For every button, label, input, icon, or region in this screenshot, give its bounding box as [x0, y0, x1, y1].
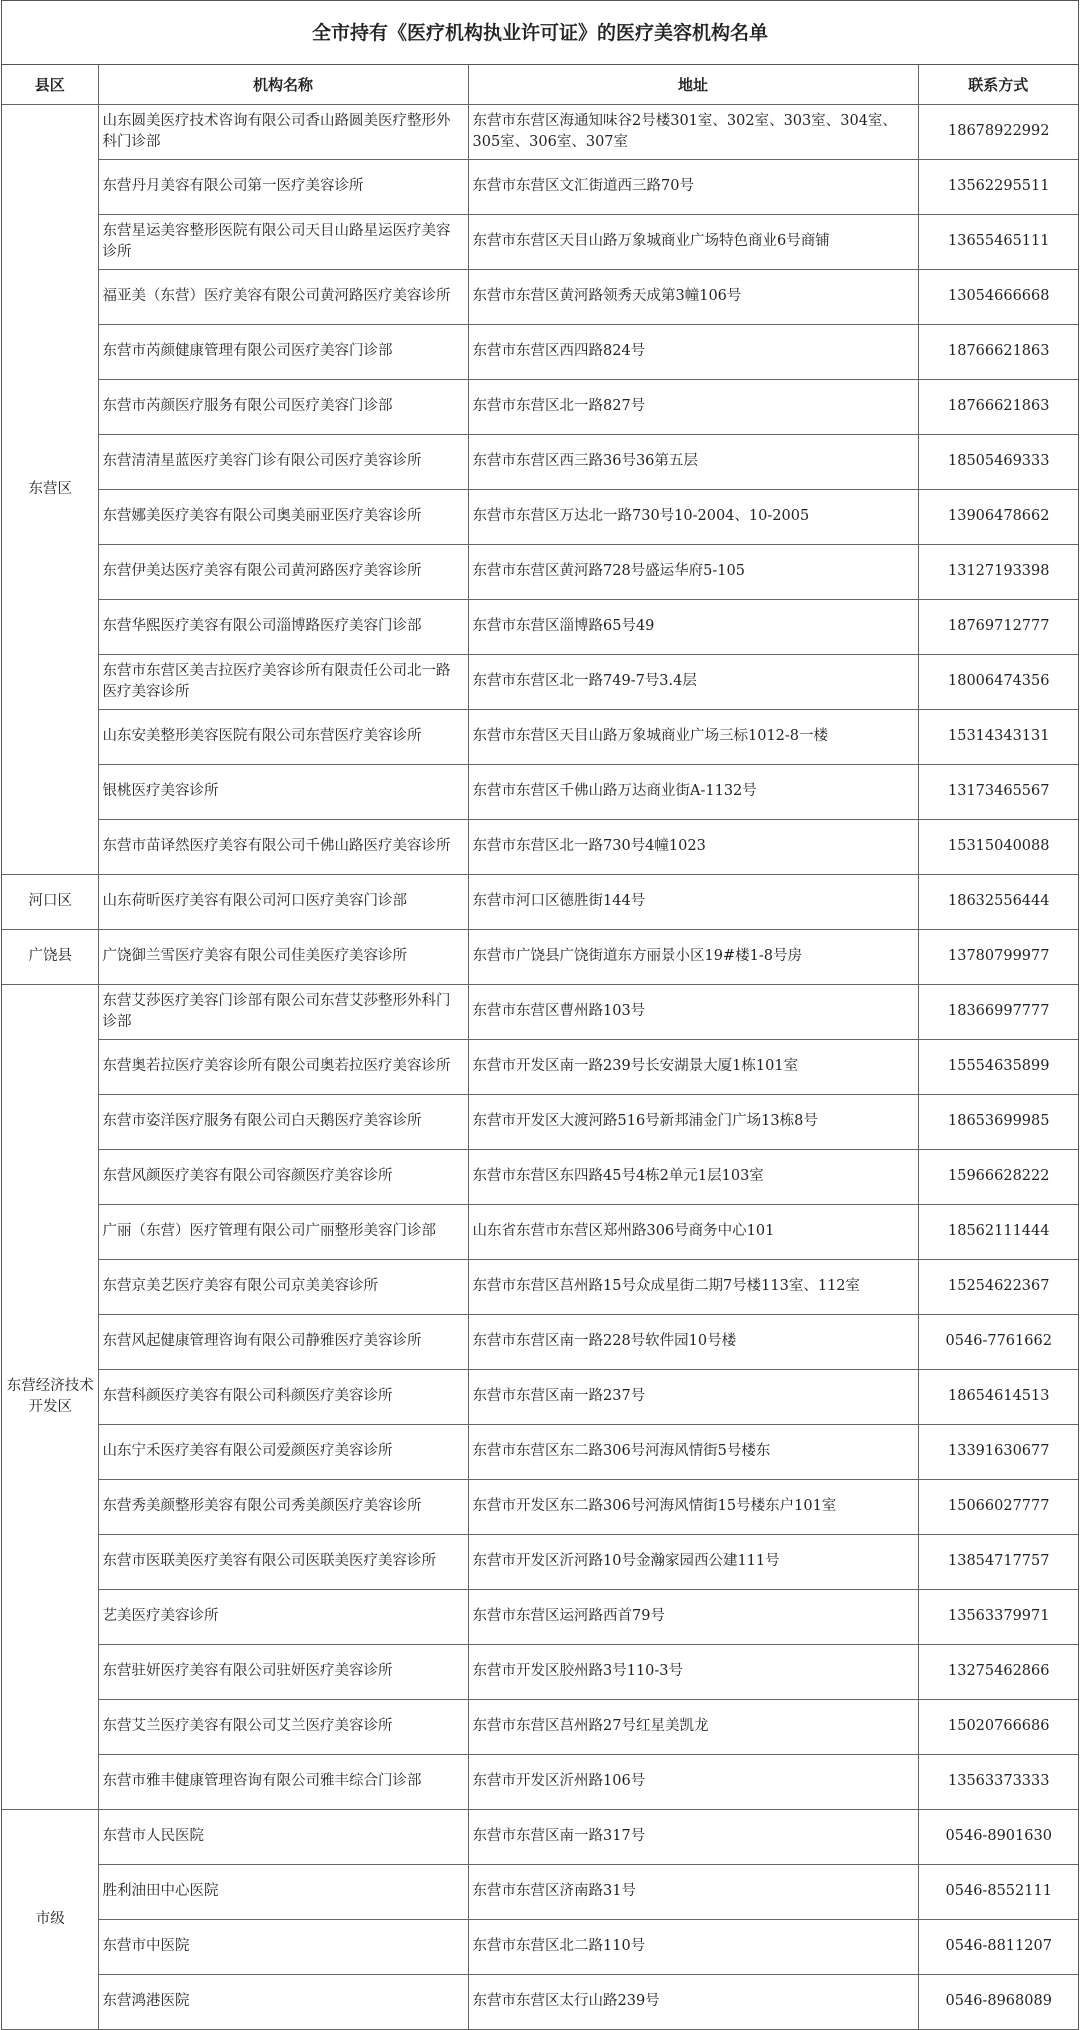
- table-row: [2, 1919, 1078, 1974]
- table-row: [2, 1149, 1078, 1204]
- table-row: [2, 489, 1078, 544]
- phone-cell: 13854717757: [918, 1534, 1078, 1589]
- institution-name-cell: 东营市雅丰健康管理咨询有限公司雅丰综合门诊部: [98, 1754, 468, 1809]
- table-row: [2, 984, 1078, 1039]
- table-row: [2, 159, 1078, 214]
- address-cell: 东营市东营区北一路749-7号3.4层: [468, 654, 918, 709]
- address-cell: 山东省东营市东营区郑州路306号商务中心101: [468, 1204, 918, 1259]
- column-header-phone: 联系方式: [918, 65, 1078, 104]
- institution-name-cell: 福亚美（东营）医疗美容有限公司黄河路医疗美容诊所: [98, 269, 468, 324]
- table-row: [2, 434, 1078, 489]
- table-row: [2, 1699, 1078, 1754]
- phone-cell: 13655465111: [918, 214, 1078, 269]
- address-cell: 东营市东营区南一路317号: [468, 1809, 918, 1864]
- column-header-name: 机构名称: [98, 65, 468, 104]
- phone-cell: 0546-8968089: [918, 1974, 1078, 2029]
- institution-name-cell: 东营风起健康管理咨询有限公司静雅医疗美容诊所: [98, 1314, 468, 1369]
- county-cell: 市级: [2, 1809, 98, 2029]
- institution-name-cell: 东营娜美医疗美容有限公司奥美丽亚医疗美容诊所: [98, 489, 468, 544]
- address-cell: 东营市广饶县广饶街道东方丽景小区19#楼1-8号房: [468, 929, 918, 984]
- table-row: [2, 269, 1078, 324]
- institution-name-cell: 东营市芮颜医疗服务有限公司医疗美容门诊部: [98, 379, 468, 434]
- table-row: [2, 929, 1078, 984]
- phone-cell: 13780799977: [918, 929, 1078, 984]
- address-cell: 东营市东营区黄河路领秀天成第3幢106号: [468, 269, 918, 324]
- institution-name-cell: 山东宁禾医疗美容有限公司爱颜医疗美容诊所: [98, 1424, 468, 1479]
- table-row: [2, 544, 1078, 599]
- phone-cell: 13275462866: [918, 1644, 1078, 1699]
- table-row: [2, 1094, 1078, 1149]
- table-row: [2, 1589, 1078, 1644]
- table-row: [2, 819, 1078, 874]
- phone-cell: 15314343131: [918, 709, 1078, 764]
- table-row: [2, 599, 1078, 654]
- phone-cell: 18632556444: [918, 874, 1078, 929]
- address-cell: 东营市东营区黄河路728号盛运华府5-105: [468, 544, 918, 599]
- phone-cell: 13563373333: [918, 1754, 1078, 1809]
- table-row: [2, 1039, 1078, 1094]
- phone-cell: 18654614513: [918, 1369, 1078, 1424]
- address-cell: 东营市开发区东二路306号河海风情街15号楼东户101室: [468, 1479, 918, 1534]
- phone-cell: 18366997777: [918, 984, 1078, 1039]
- phone-cell: 18653699985: [918, 1094, 1078, 1149]
- address-cell: 东营市开发区沂州路106号: [468, 1754, 918, 1809]
- phone-cell: 15966628222: [918, 1149, 1078, 1204]
- institution-name-cell: 东营市姿洋医疗服务有限公司白天鹅医疗美容诊所: [98, 1094, 468, 1149]
- address-cell: 东营市东营区西三路36号36第五层: [468, 434, 918, 489]
- address-cell: 东营市东营区东二路306号河海风情街5号楼东: [468, 1424, 918, 1479]
- phone-cell: 15254622367: [918, 1259, 1078, 1314]
- institution-name-cell: 东营清清星蓝医疗美容门诊有限公司医疗美容诊所: [98, 434, 468, 489]
- address-cell: 东营市东营区北一路730号4幢1023: [468, 819, 918, 874]
- institution-name-cell: 东营驻妍医疗美容有限公司驻妍医疗美容诊所: [98, 1644, 468, 1699]
- phone-cell: 13173465567: [918, 764, 1078, 819]
- county-cell: 广饶县: [2, 929, 98, 984]
- address-cell: 东营市东营区莒州路15号众成星街二期7号楼113室、112室: [468, 1259, 918, 1314]
- table-row: [2, 1754, 1078, 1809]
- table-row: [2, 1974, 1078, 2029]
- address-cell: 东营市河口区德胜街144号: [468, 874, 918, 929]
- phone-cell: 15020766686: [918, 1699, 1078, 1754]
- institution-name-cell: 东营市中医院: [98, 1919, 468, 1974]
- institution-name-cell: 东营丹月美容有限公司第一医疗美容诊所: [98, 159, 468, 214]
- address-cell: 东营市东营区东四路45号4栋2单元1层103室: [468, 1149, 918, 1204]
- institution-name-cell: 东营奥若拉医疗美容诊所有限公司奥若拉医疗美容诊所: [98, 1039, 468, 1094]
- table-row: [2, 1809, 1078, 1864]
- page-title: 全市持有《医疗机构执业许可证》的医疗美容机构名单: [2, 1, 1078, 65]
- phone-cell: 13906478662: [918, 489, 1078, 544]
- address-cell: 东营市东营区天目山路万象城商业广场三标1012-8一楼: [468, 709, 918, 764]
- address-cell: 东营市开发区南一路239号长安湖景大厦1栋101室: [468, 1039, 918, 1094]
- table-row: [2, 1864, 1078, 1919]
- table-row: [2, 1369, 1078, 1424]
- table-row: [2, 1259, 1078, 1314]
- phone-cell: 18766621863: [918, 379, 1078, 434]
- institution-name-cell: 山东圆美医疗技术咨询有限公司香山路圆美医疗整形外科门诊部: [98, 104, 468, 159]
- address-cell: 东营市东营区北一路827号: [468, 379, 918, 434]
- table-row: [2, 214, 1078, 269]
- phone-cell: 0546-8552111: [918, 1864, 1078, 1919]
- phone-cell: 18006474356: [918, 654, 1078, 709]
- table-body: [2, 104, 1078, 2029]
- phone-cell: 13563379971: [918, 1589, 1078, 1644]
- address-cell: 东营市东营区太行山路239号: [468, 1974, 918, 2029]
- table-row: [2, 324, 1078, 379]
- phone-cell: 0546-8901630: [918, 1809, 1078, 1864]
- phone-cell: 13391630677: [918, 1424, 1078, 1479]
- table-row: [2, 1644, 1078, 1699]
- table-row: [2, 874, 1078, 929]
- institution-name-cell: 东营市芮颜健康管理有限公司医疗美容门诊部: [98, 324, 468, 379]
- address-cell: 东营市东营区天目山路万象城商业广场特色商业6号商铺: [468, 214, 918, 269]
- phone-cell: 18769712777: [918, 599, 1078, 654]
- table-row: [2, 654, 1078, 709]
- address-cell: 东营市东营区莒州路27号红星美凯龙: [468, 1699, 918, 1754]
- address-cell: 东营市东营区海通知味谷2号楼301室、302室、303室、304室、305室、306室、307室: [468, 104, 918, 159]
- institution-name-cell: 山东荷昕医疗美容有限公司河口医疗美容门诊部: [98, 874, 468, 929]
- address-cell: 东营市东营区万达北一路730号10-2004、10-2005: [468, 489, 918, 544]
- table-row: [2, 379, 1078, 434]
- column-header-county: 县区: [2, 65, 98, 104]
- address-cell: 东营市东营区济南路31号: [468, 1864, 918, 1919]
- address-cell: 东营市开发区沂河路10号金瀚家园西公建111号: [468, 1534, 918, 1589]
- phone-cell: 18562111444: [918, 1204, 1078, 1259]
- institution-name-cell: 银桃医疗美容诊所: [98, 764, 468, 819]
- institution-name-cell: 东营伊美达医疗美容有限公司黄河路医疗美容诊所: [98, 544, 468, 599]
- address-cell: 东营市开发区胶州路3号110-3号: [468, 1644, 918, 1699]
- phone-cell: 18766621863: [918, 324, 1078, 379]
- phone-cell: 15066027777: [918, 1479, 1078, 1534]
- institution-name-cell: 广丽（东营）医疗管理有限公司广丽整形美容门诊部: [98, 1204, 468, 1259]
- phone-cell: 15554635899: [918, 1039, 1078, 1094]
- institution-name-cell: 东营市苗译然医疗美容有限公司千佛山路医疗美容诊所: [98, 819, 468, 874]
- institution-name-cell: 广饶御兰雪医疗美容有限公司佳美医疗美容诊所: [98, 929, 468, 984]
- table-row: [2, 1534, 1078, 1589]
- institution-name-cell: 东营市人民医院: [98, 1809, 468, 1864]
- institution-name-cell: 东营华熙医疗美容有限公司淄博路医疗美容门诊部: [98, 599, 468, 654]
- institution-name-cell: 东营科颜医疗美容有限公司科颜医疗美容诊所: [98, 1369, 468, 1424]
- phone-cell: 13127193398: [918, 544, 1078, 599]
- institution-name-cell: 东营星运美容整形医院有限公司天目山路星运医疗美容诊所: [98, 214, 468, 269]
- institution-name-cell: 东营京美艺医疗美容有限公司京美美容诊所: [98, 1259, 468, 1314]
- column-header-address: 地址: [468, 65, 918, 104]
- phone-cell: 13054666668: [918, 269, 1078, 324]
- county-cell: 河口区: [2, 874, 98, 929]
- county-cell: 东营区: [2, 104, 98, 874]
- phone-cell: 15315040088: [918, 819, 1078, 874]
- institution-name-cell: 东营艾莎医疗美容门诊部有限公司东营艾莎整形外科门诊部: [98, 984, 468, 1039]
- institution-name-cell: 东营秀美颜整形美容有限公司秀美颜医疗美容诊所: [98, 1479, 468, 1534]
- table-row: [2, 1204, 1078, 1259]
- address-cell: 东营市东营区北二路110号: [468, 1919, 918, 1974]
- phone-cell: 18505469333: [918, 434, 1078, 489]
- institution-name-cell: 东营市东营区美吉拉医疗美容诊所有限责任公司北一路医疗美容诊所: [98, 654, 468, 709]
- institution-name-cell: 东营风颜医疗美容有限公司容颜医疗美容诊所: [98, 1149, 468, 1204]
- table-row: [2, 1424, 1078, 1479]
- table-row: [2, 1479, 1078, 1534]
- table-row: [2, 764, 1078, 819]
- institution-name-cell: 山东安美整形美容医院有限公司东营医疗美容诊所: [98, 709, 468, 764]
- county-cell: 东营经济技术开发区: [2, 984, 98, 1809]
- institution-name-cell: 东营市医联美医疗美容有限公司医联美医疗美容诊所: [98, 1534, 468, 1589]
- phone-cell: 0546-8811207: [918, 1919, 1078, 1974]
- address-cell: 东营市东营区曹州路103号: [468, 984, 918, 1039]
- document-sheet: [1, 0, 1079, 2030]
- address-cell: 东营市东营区千佛山路万达商业街A-1132号: [468, 764, 918, 819]
- institution-name-cell: 艺美医疗美容诊所: [98, 1589, 468, 1644]
- header-row: [2, 65, 1078, 104]
- institution-name-cell: 东营艾兰医疗美容有限公司艾兰医疗美容诊所: [98, 1699, 468, 1754]
- institution-name-cell: 东营鸿港医院: [98, 1974, 468, 2029]
- address-cell: 东营市东营区运河路西首79号: [468, 1589, 918, 1644]
- address-cell: 东营市东营区南一路237号: [468, 1369, 918, 1424]
- table-row: [2, 709, 1078, 764]
- address-cell: 东营市东营区南一路228号软件园10号楼: [468, 1314, 918, 1369]
- phone-cell: 0546-7761662: [918, 1314, 1078, 1369]
- phone-cell: 13562295511: [918, 159, 1078, 214]
- address-cell: 东营市东营区西四路824号: [468, 324, 918, 379]
- table-row: [2, 1314, 1078, 1369]
- table-row: [2, 104, 1078, 159]
- clinic-table: [2, 65, 1078, 2030]
- institution-name-cell: 胜利油田中心医院: [98, 1864, 468, 1919]
- address-cell: 东营市开发区大渡河路516号新邦浦金门广场13栋8号: [468, 1094, 918, 1149]
- phone-cell: 18678922992: [918, 104, 1078, 159]
- address-cell: 东营市东营区文汇街道西三路70号: [468, 159, 918, 214]
- address-cell: 东营市东营区淄博路65号49: [468, 599, 918, 654]
